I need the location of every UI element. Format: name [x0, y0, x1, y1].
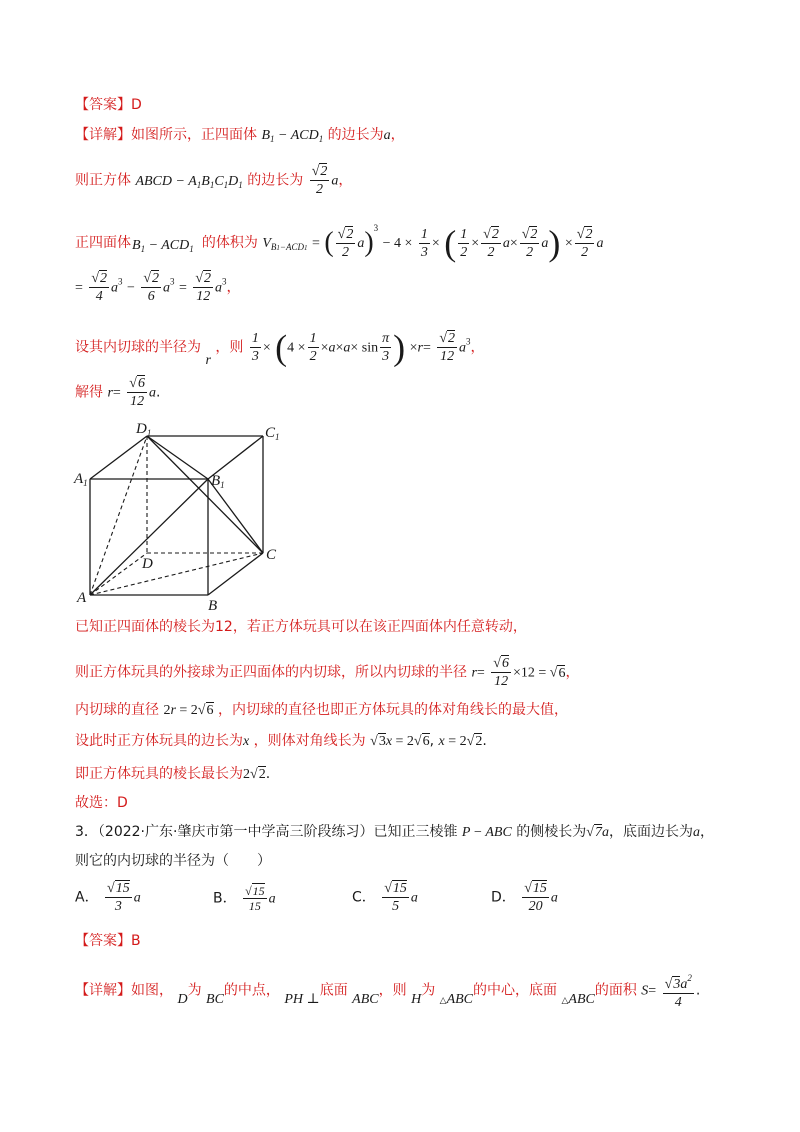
label-b1: $B_1$: [211, 473, 225, 490]
edge-ad-hidden: [90, 553, 147, 595]
label-d: D: [142, 556, 153, 572]
answer2-line: 【答案】B: [75, 933, 141, 949]
frac-sqrt2-2: $\frac{√2}{2}$: [311, 164, 328, 197]
edge-b1c: [208, 479, 263, 553]
edge-ab1: [90, 479, 208, 595]
answer-line: [75, 95, 142, 115]
detail-line-4: = $\frac{√2}{4}$ $a^3$ − $\frac{√2}{6}$ $a^3$ = $\frac{√2}{12}$ $a^3$，: [75, 271, 241, 304]
label-a: A: [77, 590, 87, 606]
solution-line-2: 则正方体玩具的外接球为正四面体的内切球，所以内切球的半径 r= $\frac{√6}{12}$ ×12 = √6，: [75, 656, 580, 689]
detail-label: 【详解】: [75, 127, 131, 143]
option-d[interactable]: D． $\frac{√15}{20}$ a: [491, 881, 558, 914]
label-a1: $A_1$: [74, 471, 88, 488]
answer-label: 【答案】: [75, 97, 131, 113]
solution-line-5: 即正方体玩具的棱长最长为2√2.: [75, 766, 271, 782]
detail-line-6: 解得 r= $\frac{√6}{12}$ a.: [75, 376, 161, 409]
edge-d1b1: [147, 436, 208, 479]
option-c[interactable]: C． $\frac{√15}{5}$ a: [352, 881, 418, 914]
math-b1-acd1: $B_1 - ACD_1$: [261, 128, 324, 144]
label-c1: $C_1$: [265, 425, 280, 442]
solution-line-4: 设此时正方体玩具的边长为x ，则体对角线长为 √3x = 2√6, x = 2√2.: [75, 733, 487, 749]
solution-line-1: 已知正四面体的棱长为12，若正方体玩具可以在该正四面体内任意转动，: [75, 619, 527, 635]
answer-value: D: [131, 97, 142, 113]
cube-tetrahedron-figure: [70, 415, 285, 615]
option-a[interactable]: A． $\frac{√15}{3}$ a: [75, 881, 141, 914]
math-volume: $V_{B1-ACD1}$: [262, 236, 308, 252]
detail2-line: 【详解】如图， D为 BC的中点， PH ⊥底面 ABC，则 H为 △ABC的中心，底面 △ABC的面积 S= $\frac{√3a^2}{4}$ .: [75, 970, 700, 1011]
detail-line-2: 则正方体 ABCD − $A_1B_1C_1D_1$ 的边长为 $\frac{√2}{2}$ a，: [75, 164, 353, 197]
edge-d1c: [147, 436, 263, 553]
q3-line-2: 则它的内切球的半径为（ ）: [75, 853, 271, 869]
q3-number: 3．: [75, 824, 98, 840]
math-cube-name: ABCD − $A_1B_1C_1D_1$: [135, 173, 243, 190]
edge-ac-hidden: [90, 553, 263, 595]
label-b: B: [208, 598, 218, 614]
solution-line-3: 内切球的直径 2r = 2√6 ，内切球的直径也即正方体玩具的体对角线长的最大值，: [75, 702, 568, 718]
math-b1-acd1-lower: $B_1 - ACD_1$: [132, 238, 194, 254]
edge-a1d1: [90, 436, 147, 479]
detail-line-3: 正四面体 的体积为 $V_{B1-ACD1}$ = ( $\frac{√2}{2}$ a)$^3$ − 4 × $\frac{1}{3}$ × ( $\frac{1}{2}$ × $\frac{√2}{2}$ a× $\frac{√2}{2}$ a) × $\frac{√2}{2}$ a: [75, 223, 604, 263]
solution-line-6: 故选：D: [75, 795, 128, 811]
option-b[interactable]: B． $\frac{√15}{15}$ a: [213, 884, 276, 913]
detail-line-5: 设其内切球的半径为 r ，则 $\frac{1}{3}$ × (4 × $\frac{1}{2}$ ×a×a× sin $\frac{\pi}{3}$ ) ×r= $\frac{√2}{12}$ $a^3$，: [75, 327, 485, 368]
detail-line-1: 【详解】如图所示，正四面体 $B_1 - ACD_1$ 的边长为a，: [75, 127, 405, 144]
label-d1: $D_1$: [136, 421, 152, 438]
label-c: C: [266, 547, 277, 563]
edge-ad1-hidden: [90, 436, 147, 595]
q3-line-1: 3．（2022·广东·肇庆市第一中学高三阶段练习）已知正三棱锥 P − ABC 的侧棱长为√7a，底面边长为a，: [75, 824, 714, 840]
